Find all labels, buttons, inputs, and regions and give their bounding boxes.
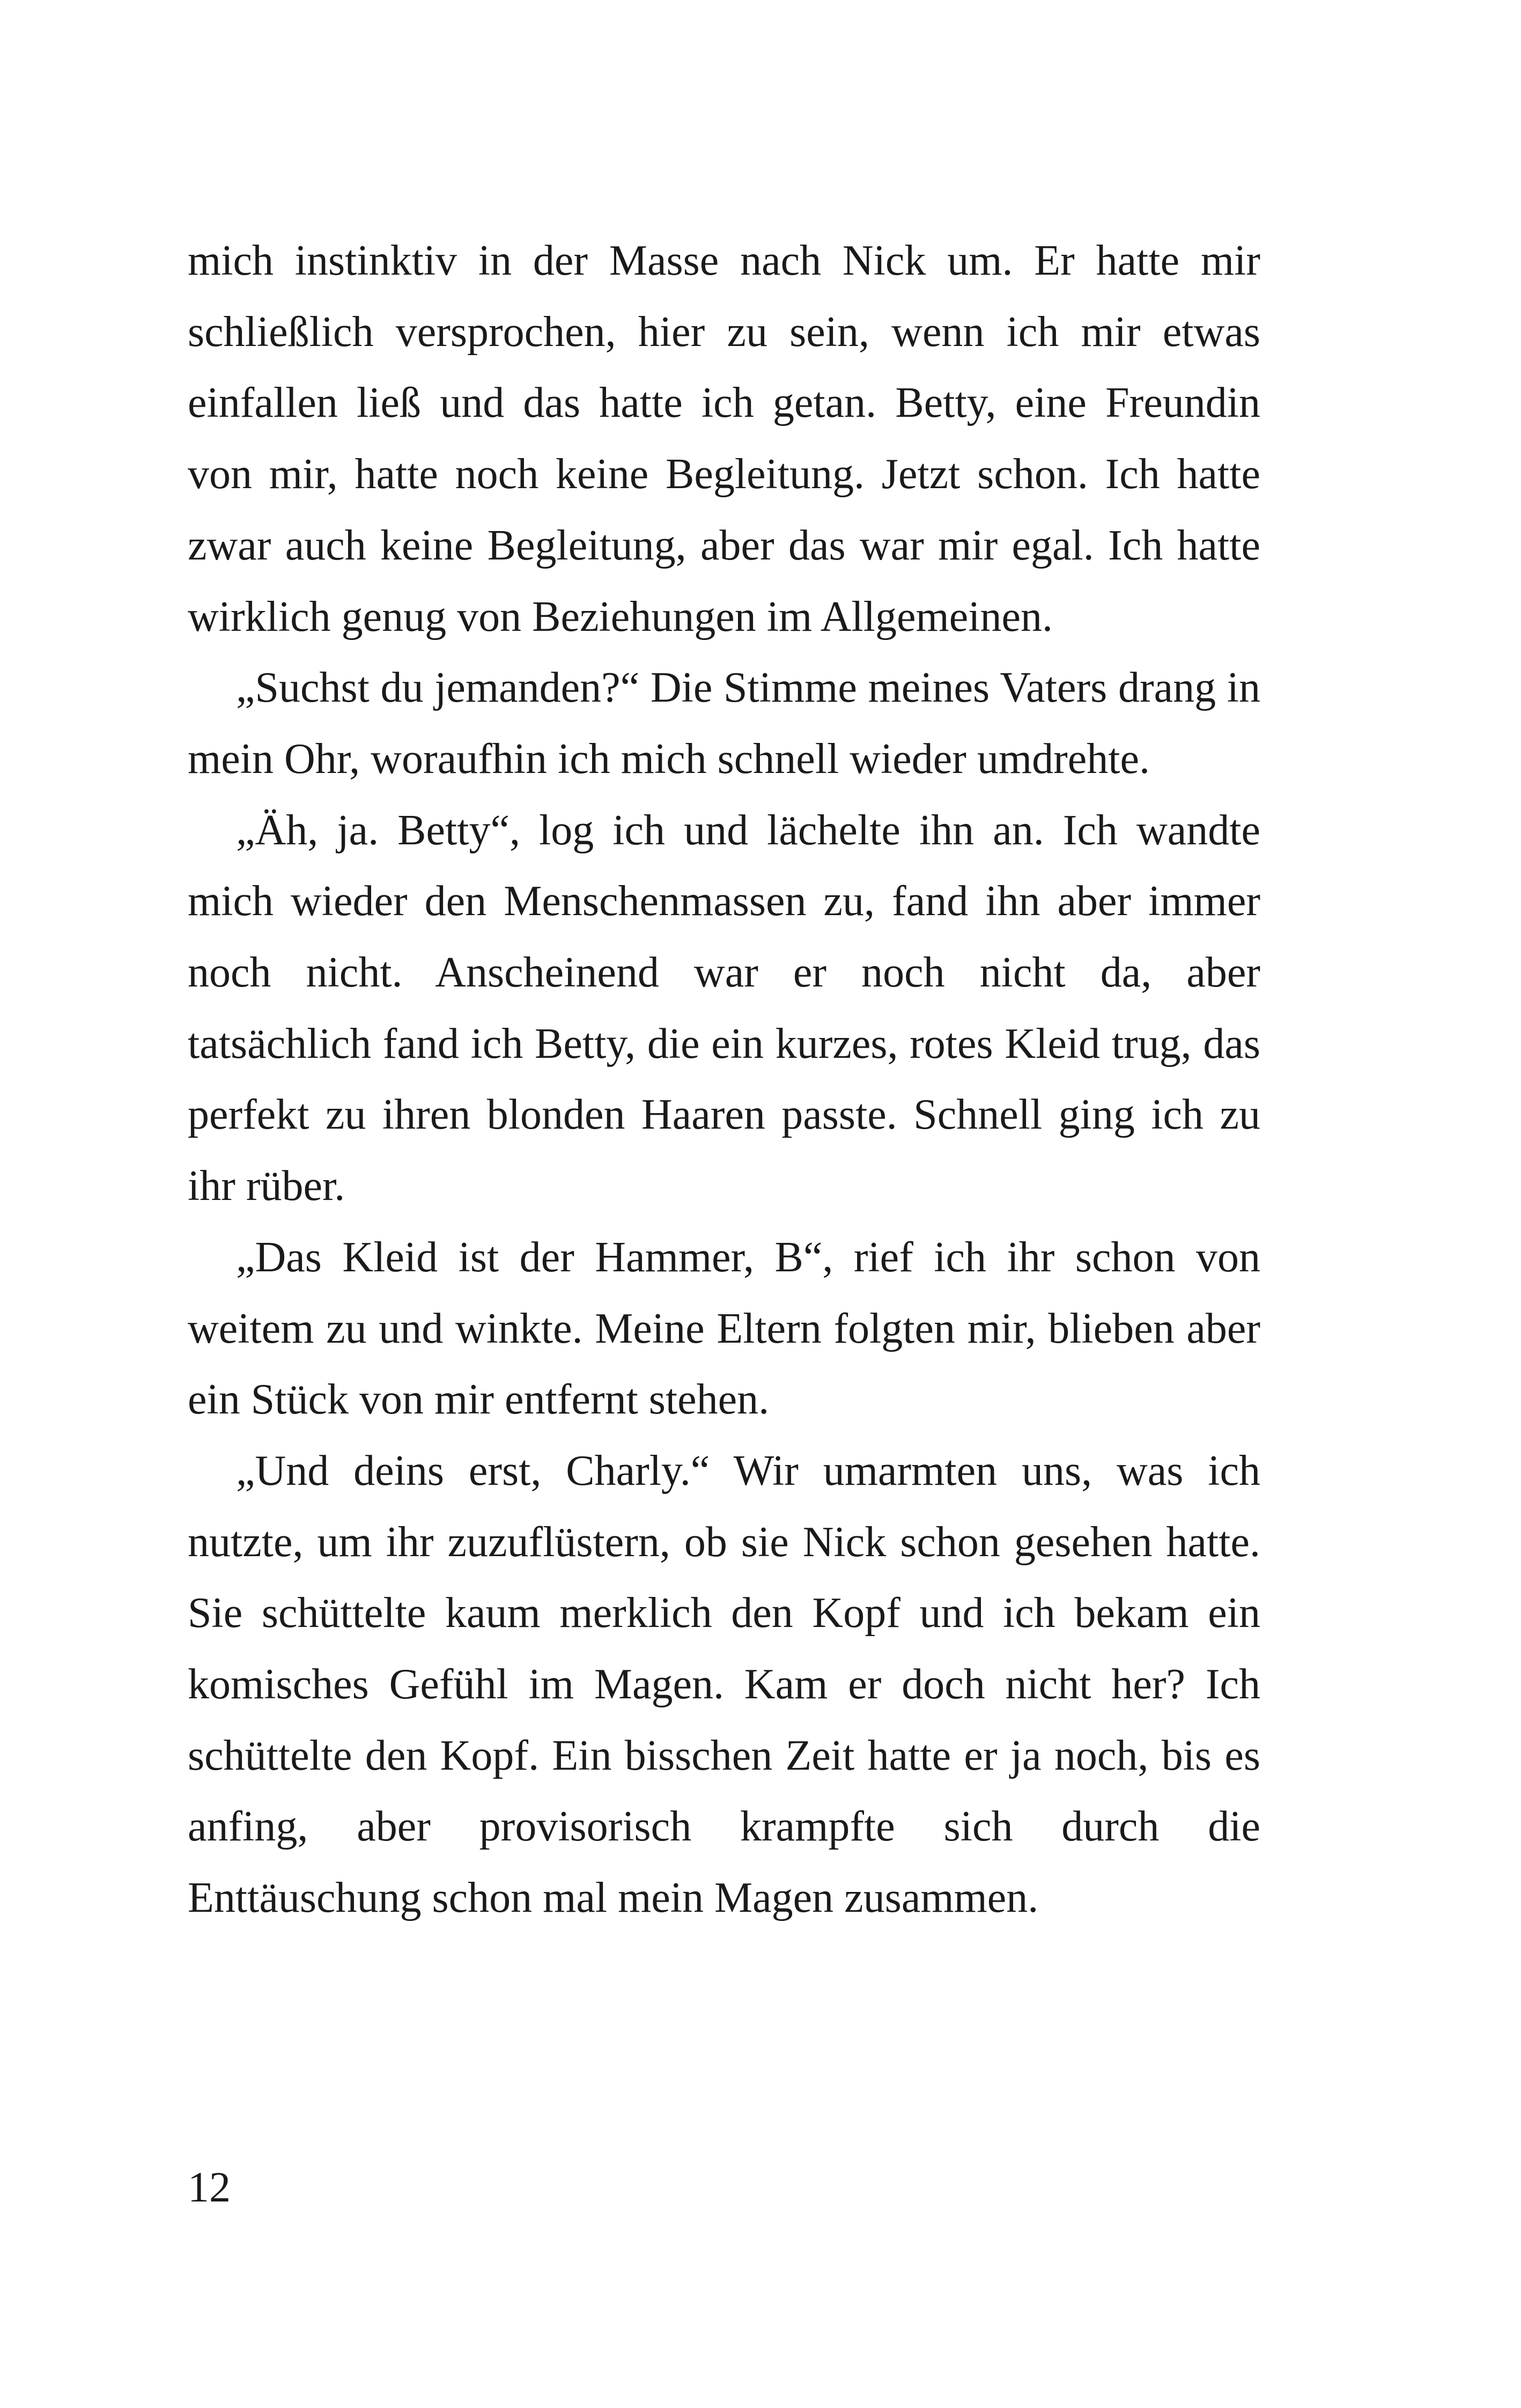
page-number: 12 xyxy=(188,2164,231,2211)
paragraph-3: „Äh, ja. Betty“, log ich und lächelte ihn an. Ich wandte mich wieder den Menschenmassen zu, fand ihn aber immer noch nicht. Anscheinend war er noch nicht da, aber tatsächlich fand ich Betty, die ein kurzes, rotes Kleid trug, das perfekt zu ihren blonden Haaren passte. Schnell ging ich zu ihr rüber. xyxy=(188,806,1260,1210)
body-text xyxy=(188,225,1260,1934)
paragraph-1: mich instinktiv in der Masse nach Nick um. Er hatte mir schließlich versprochen, hier zu sein, wenn ich mir etwas einfallen ließ und das hatte ich getan. Betty, eine Freundin von mir, hatte noch keine Begleitung. Jetzt schon. Ich hatte zwar auch keine Begleitung, aber das war mir egal. Ich hatte wirklich genug von Beziehungen im Allgemeinen. xyxy=(188,237,1260,640)
paragraph-5: „Und deins erst, Charly.“ Wir umarmten uns, was ich nutzte, um ihr zuzuflüstern, ob sie Nick schon gesehen hatte. Sie schüttelte kaum merklich den Kopf und ich bekam ein komisches Gefühl im Magen. Kam er doch nicht her? Ich schüttelte den Kopf. Ein bisschen Zeit hatte er ja noch, bis es anfing, aber provisorisch krampfte sich durch die Enttäuschung schon mal mein Magen zusammen. xyxy=(188,1447,1260,1922)
paragraph-2: „Suchst du jemanden?“ Die Stimme meines Vaters drang in mein Ohr, woraufhin ich mich schnell wieder umdrehte. xyxy=(188,664,1260,783)
paragraph-4: „Das Kleid ist der Hammer, B“, rief ich ihr schon von weitem zu und winkte. Meine Eltern folgten mir, blieben aber ein Stück von mir entfernt stehen. xyxy=(188,1233,1260,1424)
